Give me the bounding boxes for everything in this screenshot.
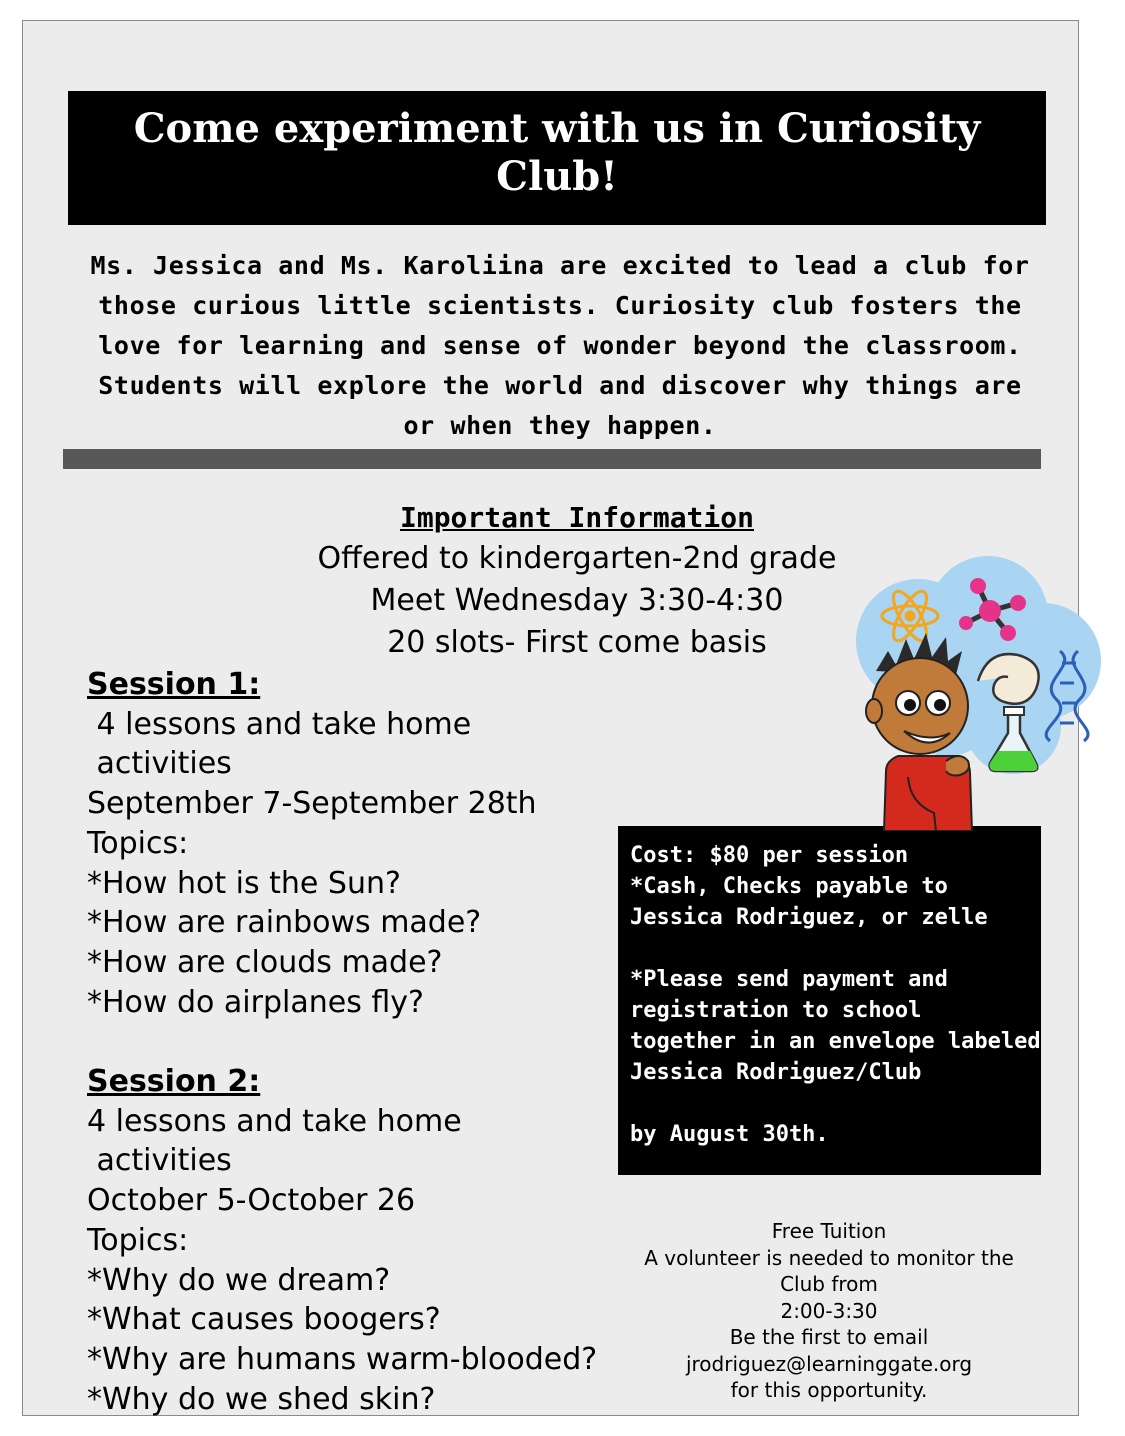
info-heading: Important Information xyxy=(399,501,754,534)
cost-line: *Cash, Checks payable to xyxy=(630,874,948,899)
scientist-kid-illustration xyxy=(838,541,1108,831)
session-1-topic: *How do airplanes fly? xyxy=(87,984,424,1020)
cost-line: together in an envelope labeled xyxy=(630,1029,1041,1054)
session-1-topic: *How are rainbows made? xyxy=(87,905,482,941)
session-2-heading: Session 2: xyxy=(87,1064,261,1100)
session-1-topic: *How hot is the Sun? xyxy=(87,865,401,901)
session-gap xyxy=(87,1022,647,1062)
volunteer-email: jrodriguez@learninggate.org xyxy=(685,1351,973,1376)
cost-line: *Please send payment and xyxy=(630,967,948,992)
session-1-lessons: 4 lessons and take home xyxy=(87,706,472,742)
volunteer-line: for this opportunity. xyxy=(730,1378,928,1402)
cost-deadline: by August 30th. xyxy=(630,1122,829,1147)
session-1-lessons-cont: activities xyxy=(87,746,232,782)
cost-gap xyxy=(630,933,1029,964)
session-2-topic: *Why do we shed skin? xyxy=(87,1381,436,1417)
volunteer-line: A volunteer is needed to monitor the xyxy=(644,1245,1014,1270)
session-2-topic: *Why are humans warm-blooded? xyxy=(87,1341,598,1377)
volunteer-notice xyxy=(623,1218,1035,1404)
meeting-time: Meet Wednesday 3:30-4:30 xyxy=(370,583,784,618)
session-1-heading: Session 1: xyxy=(87,667,261,702)
cost-gap xyxy=(630,1088,1029,1119)
session-2-lessons-cont: activities xyxy=(87,1143,232,1179)
cost-box xyxy=(618,826,1041,1175)
sessions-list xyxy=(87,665,647,1419)
session-2-lessons: 4 lessons and take home xyxy=(87,1103,462,1139)
volunteer-line: Club from xyxy=(780,1272,878,1296)
intro-paragraph: Ms. Jessica and Ms. Karoliina are excited to lead a club for those curious little scientists. Curiosity club fosters the love for learning and sense of wonder beyond the classroom. Students will explore the world and discover why things are or when they happen. xyxy=(90,251,1030,440)
grades-offered: Offered to kindergarten-2nd grade xyxy=(317,541,837,576)
slots-available: 20 slots- First come basis xyxy=(387,625,767,660)
session-2-dates: October 5-October 26 xyxy=(87,1183,416,1219)
session-1-topic: *How are clouds made? xyxy=(87,944,443,980)
section-divider xyxy=(63,449,1041,469)
cost-line: Jessica Rodriguez/Club xyxy=(630,1060,922,1085)
volunteer-line: 2:00-3:30 xyxy=(780,1298,878,1323)
volunteer-line: Free Tuition xyxy=(771,1219,887,1243)
session-1-dates: September 7-September 28th xyxy=(87,786,537,822)
session-2-topic: *What causes boogers? xyxy=(87,1302,441,1338)
flyer-page xyxy=(22,20,1079,1416)
flyer-title: Come experiment with us in Curiosity Club! xyxy=(68,91,1046,225)
session-1-topics-label: Topics: xyxy=(87,825,189,861)
session-2-topic: *Why do we dream? xyxy=(87,1262,391,1298)
cost-line: Jessica Rodriguez, or zelle xyxy=(630,905,988,930)
session-2-topics-label: Topics: xyxy=(87,1222,189,1258)
volunteer-line: Be the first to email xyxy=(729,1325,929,1349)
kid-figure xyxy=(866,633,972,831)
cost-line: Cost: $80 per session xyxy=(630,843,909,868)
cost-line: registration to school xyxy=(630,998,922,1023)
